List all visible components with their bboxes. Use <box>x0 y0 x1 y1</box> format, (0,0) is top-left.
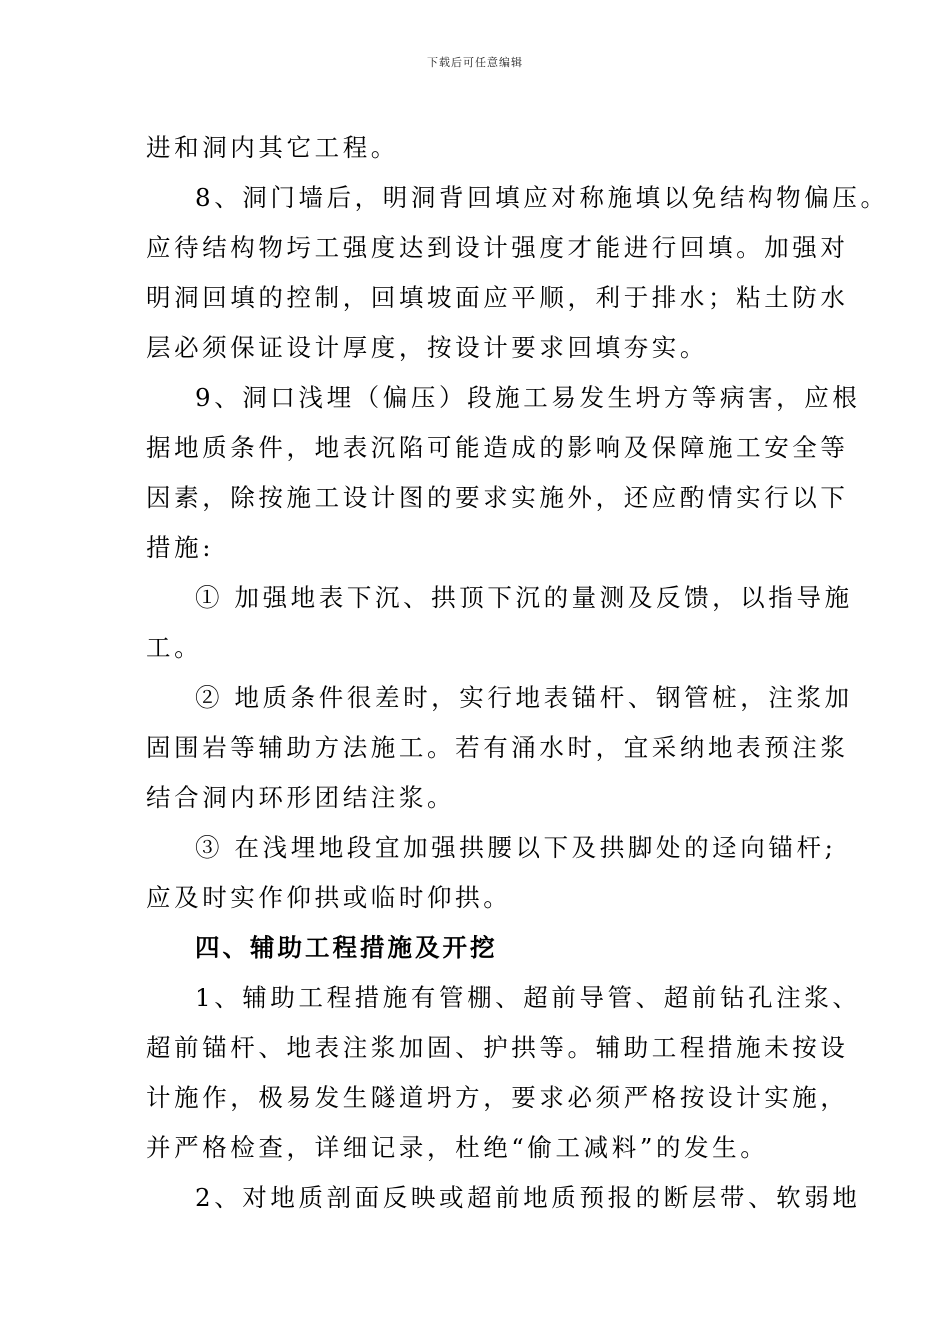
text-line: 据地质条件，地表沉陷可能造成的影响及保障施工安全等 <box>146 433 849 462</box>
text-line: 结合洞内环形团结注浆。 <box>146 783 456 812</box>
text-line: 应待结构物圬工强度达到设计强度才能进行回填。加强对 <box>146 233 849 262</box>
list-item-2-line: ② 地质条件很差时，实行地表锚杆、钢管桩，注浆加 <box>195 683 853 712</box>
paragraph-9-line: 9、洞口浅埋（偏压）段施工易发生坍方等病害，应根 <box>195 383 861 412</box>
text-line: 措施: <box>146 533 215 562</box>
page-header: 下载后可任意编辑 <box>427 56 523 69</box>
paragraph-8-line: 8、洞门墙后，明洞背回填应对称施填以免结构物偏压。 <box>195 183 889 212</box>
text-line: 应及时实作仰拱或临时仰拱。 <box>146 883 512 912</box>
list-item-1-line: ① 加强地表下沉、拱顶下沉的量测及反馈，以指导施 <box>195 583 853 612</box>
text-line: 固围岩等辅助方法施工。若有涌水时，宜采纳地表预注浆 <box>146 733 849 762</box>
text-line: 明洞回填的控制，回填坡面应平顺，利于排水；粘土防水 <box>146 283 849 312</box>
paragraph-1-line: 1、辅助工程措施有管棚、超前导管、超前钻孔注浆、 <box>195 983 861 1012</box>
text-line: 计施作，极易发生隧道坍方，要求必须严格按设计实施， <box>146 1083 849 1112</box>
text-line: 因素，除按施工设计图的要求实施外，还应酌情实行以下 <box>146 483 849 512</box>
text-line: 并严格检查，详细记录，杜绝“偷工减料”的发生。 <box>146 1133 769 1162</box>
list-item-3-line: ③ 在浅埋地段宜加强拱腰以下及拱脚处的迳向锚杆; <box>195 833 837 862</box>
document-body <box>146 123 889 1223</box>
text-line: 超前锚杆、地表注浆加固、护拱等。辅助工程措施未按设 <box>146 1033 849 1062</box>
section-heading: 四、辅助工程措施及开挖 <box>195 933 498 962</box>
text-line: 工。 <box>146 633 203 662</box>
paragraph-2-line: 2、对地质剖面反映或超前地质预报的断层带、软弱地 <box>195 1183 861 1212</box>
text-line: 进和洞内其它工程。 <box>146 133 399 162</box>
text-line: 层必须保证设计厚度，按设计要求回填夯实。 <box>146 333 708 362</box>
